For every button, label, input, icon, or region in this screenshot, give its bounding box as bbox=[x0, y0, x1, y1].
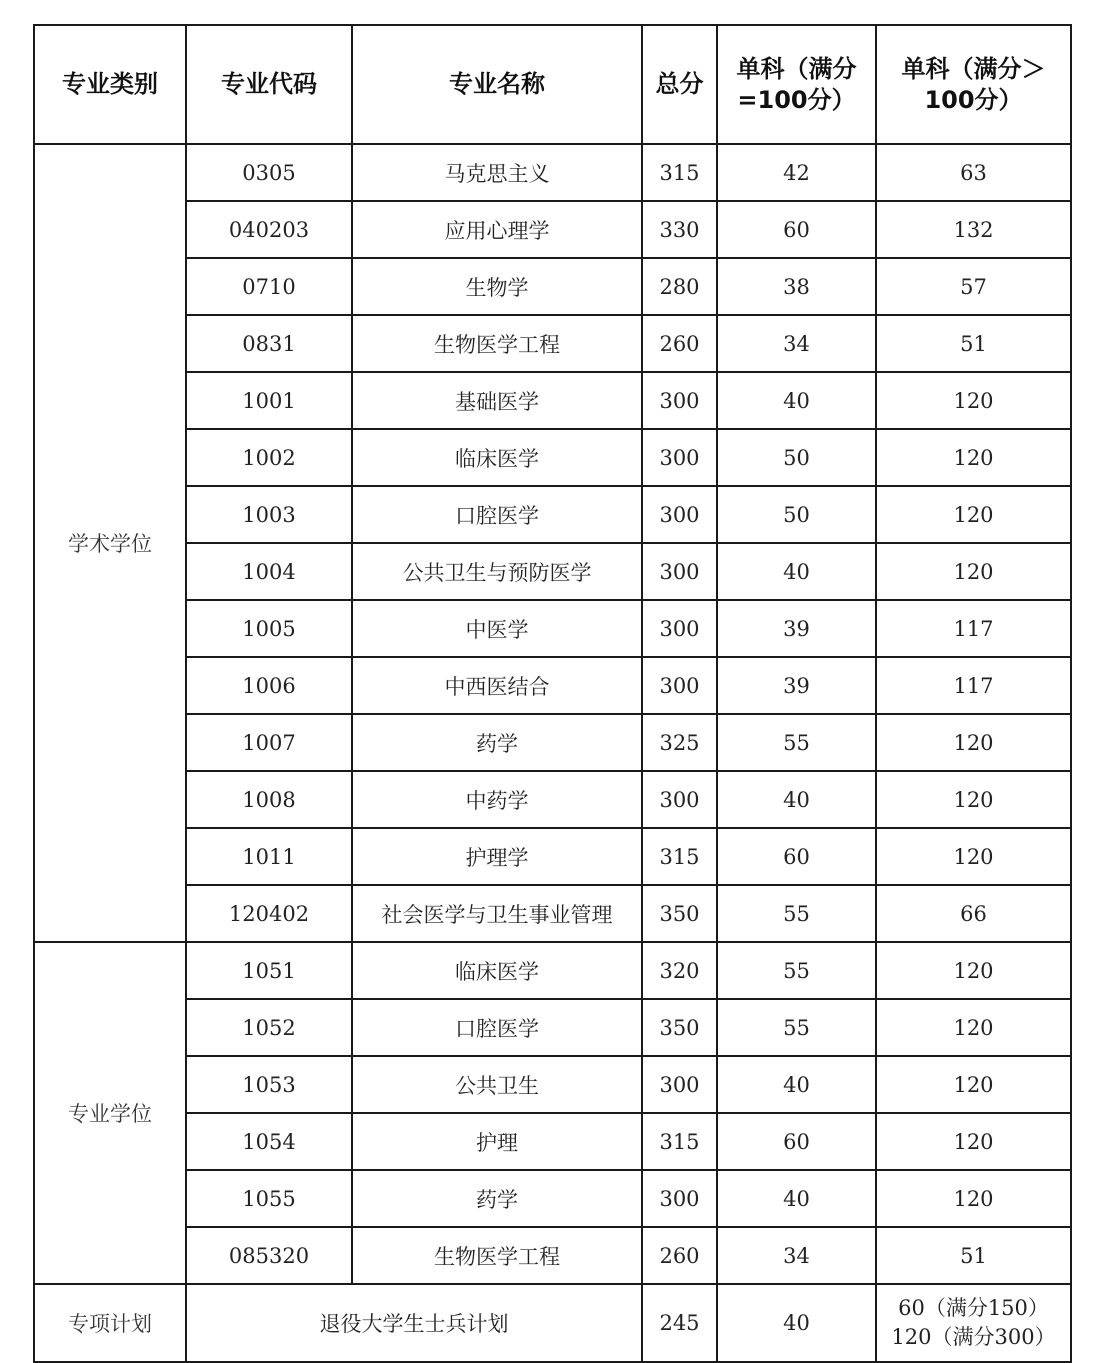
total-cell: 300 bbox=[642, 429, 717, 486]
single-100-cell: 40 bbox=[717, 543, 876, 600]
single-over-100-line: 120（满分300） bbox=[891, 1325, 1056, 1349]
single-100-cell: 55 bbox=[717, 885, 876, 942]
total-cell: 245 bbox=[642, 1284, 717, 1362]
table-row bbox=[34, 714, 1071, 771]
total-cell: 300 bbox=[642, 1056, 717, 1113]
code-cell: 1053 bbox=[186, 1056, 352, 1113]
table-row bbox=[34, 201, 1071, 258]
name-cell: 基础医学 bbox=[352, 372, 642, 429]
single-100-cell: 50 bbox=[717, 429, 876, 486]
table-row bbox=[34, 828, 1071, 885]
single-100-cell: 40 bbox=[717, 1170, 876, 1227]
single-100-cell: 60 bbox=[717, 201, 876, 258]
category-cell: 专业学位 bbox=[34, 942, 186, 1284]
name-cell: 口腔医学 bbox=[352, 999, 642, 1056]
single-over-100-cell: 132 bbox=[876, 201, 1071, 258]
code-cell: 085320 bbox=[186, 1227, 352, 1284]
name-cell: 公共卫生 bbox=[352, 1056, 642, 1113]
code-cell: 1005 bbox=[186, 600, 352, 657]
single-100-cell: 34 bbox=[717, 315, 876, 372]
header-name: 专业名称 bbox=[352, 25, 642, 144]
table-row bbox=[34, 543, 1071, 600]
total-cell: 300 bbox=[642, 1170, 717, 1227]
table-row bbox=[34, 771, 1071, 828]
single-over-100-cell: 120 bbox=[876, 714, 1071, 771]
single-over-100-cell: 63 bbox=[876, 144, 1071, 201]
table-row bbox=[34, 315, 1071, 372]
table-row bbox=[34, 1170, 1071, 1227]
name-cell: 公共卫生与预防医学 bbox=[352, 543, 642, 600]
single-100-cell: 39 bbox=[717, 600, 876, 657]
single-over-100-cell: 117 bbox=[876, 657, 1071, 714]
name-cell: 药学 bbox=[352, 714, 642, 771]
table-row bbox=[34, 1227, 1071, 1284]
name-cell: 药学 bbox=[352, 1170, 642, 1227]
name-cell: 生物医学工程 bbox=[352, 315, 642, 372]
header-single-over-100: 单科（满分＞100分） bbox=[876, 25, 1071, 144]
single-100-cell: 42 bbox=[717, 144, 876, 201]
single-over-100-cell: 120 bbox=[876, 828, 1071, 885]
table-row bbox=[34, 372, 1071, 429]
code-cell: 1006 bbox=[186, 657, 352, 714]
table-row bbox=[34, 1056, 1071, 1113]
category-cell: 专项计划 bbox=[34, 1284, 186, 1362]
name-cell: 生物医学工程 bbox=[352, 1227, 642, 1284]
single-over-100-cell: 120 bbox=[876, 372, 1071, 429]
single-over-100-cell: 120 bbox=[876, 1056, 1071, 1113]
single-100-cell: 40 bbox=[717, 771, 876, 828]
single-over-100-cell: 120 bbox=[876, 942, 1071, 999]
table-row bbox=[34, 486, 1071, 543]
name-cell: 社会医学与卫生事业管理 bbox=[352, 885, 642, 942]
code-cell: 040203 bbox=[186, 201, 352, 258]
code-cell: 1008 bbox=[186, 771, 352, 828]
total-cell: 315 bbox=[642, 144, 717, 201]
category-cell: 学术学位 bbox=[34, 144, 186, 942]
table-row bbox=[34, 657, 1071, 714]
total-cell: 330 bbox=[642, 201, 717, 258]
total-cell: 350 bbox=[642, 999, 717, 1056]
single-100-cell: 55 bbox=[717, 999, 876, 1056]
single-100-cell: 40 bbox=[717, 1284, 876, 1362]
name-cell: 应用心理学 bbox=[352, 201, 642, 258]
table-row-special bbox=[34, 1284, 1071, 1362]
single-over-100-cell: 66 bbox=[876, 885, 1071, 942]
header-category: 专业类别 bbox=[34, 25, 186, 144]
single-100-cell: 39 bbox=[717, 657, 876, 714]
name-cell: 退役大学生士兵计划 bbox=[186, 1284, 642, 1362]
total-cell: 315 bbox=[642, 828, 717, 885]
table-row bbox=[34, 429, 1071, 486]
single-over-100-cell: 120 bbox=[876, 543, 1071, 600]
name-cell: 马克思主义 bbox=[352, 144, 642, 201]
total-cell: 300 bbox=[642, 771, 717, 828]
code-cell: 1055 bbox=[186, 1170, 352, 1227]
single-100-cell: 34 bbox=[717, 1227, 876, 1284]
single-over-100-cell: 120 bbox=[876, 1170, 1071, 1227]
single-100-cell: 55 bbox=[717, 942, 876, 999]
table-row bbox=[34, 144, 1071, 201]
total-cell: 315 bbox=[642, 1113, 717, 1170]
total-cell: 260 bbox=[642, 315, 717, 372]
single-100-cell: 50 bbox=[717, 486, 876, 543]
single-over-100-cell: 120 bbox=[876, 1113, 1071, 1170]
name-cell: 临床医学 bbox=[352, 942, 642, 999]
single-over-100-cell: 51 bbox=[876, 315, 1071, 372]
name-cell: 中西医结合 bbox=[352, 657, 642, 714]
table-row bbox=[34, 258, 1071, 315]
total-cell: 350 bbox=[642, 885, 717, 942]
table-row bbox=[34, 1113, 1071, 1170]
name-cell: 中医学 bbox=[352, 600, 642, 657]
header-total: 总分 bbox=[642, 25, 717, 144]
single-over-100-cell: 120 bbox=[876, 771, 1071, 828]
code-cell: 1051 bbox=[186, 942, 352, 999]
single-over-100-cell: 120 bbox=[876, 999, 1071, 1056]
table-row bbox=[34, 999, 1071, 1056]
single-100-cell: 60 bbox=[717, 1113, 876, 1170]
code-cell: 1054 bbox=[186, 1113, 352, 1170]
total-cell: 300 bbox=[642, 486, 717, 543]
single-over-100-cell: 51 bbox=[876, 1227, 1071, 1284]
single-over-100-cell: 120 bbox=[876, 486, 1071, 543]
code-cell: 1052 bbox=[186, 999, 352, 1056]
total-cell: 320 bbox=[642, 942, 717, 999]
code-cell: 1003 bbox=[186, 486, 352, 543]
header-row bbox=[34, 25, 1071, 144]
code-cell: 120402 bbox=[186, 885, 352, 942]
code-cell: 0305 bbox=[186, 144, 352, 201]
name-cell: 生物学 bbox=[352, 258, 642, 315]
code-cell: 1002 bbox=[186, 429, 352, 486]
header-single-100: 单科（满分=100分） bbox=[717, 25, 876, 144]
name-cell: 临床医学 bbox=[352, 429, 642, 486]
table-row bbox=[34, 942, 1071, 999]
total-cell: 300 bbox=[642, 657, 717, 714]
single-100-cell: 38 bbox=[717, 258, 876, 315]
total-cell: 300 bbox=[642, 372, 717, 429]
name-cell: 护理 bbox=[352, 1113, 642, 1170]
total-cell: 260 bbox=[642, 1227, 717, 1284]
code-cell: 1001 bbox=[186, 372, 352, 429]
single-over-100-cell bbox=[876, 1284, 1071, 1362]
table-body bbox=[34, 144, 1071, 1362]
code-cell: 1004 bbox=[186, 543, 352, 600]
code-cell: 1007 bbox=[186, 714, 352, 771]
code-cell: 0831 bbox=[186, 315, 352, 372]
name-cell: 护理学 bbox=[352, 828, 642, 885]
single-over-100-cell: 117 bbox=[876, 600, 1071, 657]
code-cell: 1011 bbox=[186, 828, 352, 885]
name-cell: 口腔医学 bbox=[352, 486, 642, 543]
total-cell: 300 bbox=[642, 600, 717, 657]
table-row bbox=[34, 885, 1071, 942]
header-code: 专业代码 bbox=[186, 25, 352, 144]
single-over-100-cell: 57 bbox=[876, 258, 1071, 315]
code-cell: 0710 bbox=[186, 258, 352, 315]
single-100-cell: 40 bbox=[717, 1056, 876, 1113]
score-table bbox=[33, 24, 1072, 1363]
name-cell: 中药学 bbox=[352, 771, 642, 828]
table-row bbox=[34, 600, 1071, 657]
total-cell: 280 bbox=[642, 258, 717, 315]
total-cell: 325 bbox=[642, 714, 717, 771]
single-100-cell: 60 bbox=[717, 828, 876, 885]
single-100-cell: 40 bbox=[717, 372, 876, 429]
single-over-100-line: 60（满分150） bbox=[898, 1296, 1049, 1320]
single-over-100-cell: 120 bbox=[876, 429, 1071, 486]
total-cell: 300 bbox=[642, 543, 717, 600]
single-100-cell: 55 bbox=[717, 714, 876, 771]
